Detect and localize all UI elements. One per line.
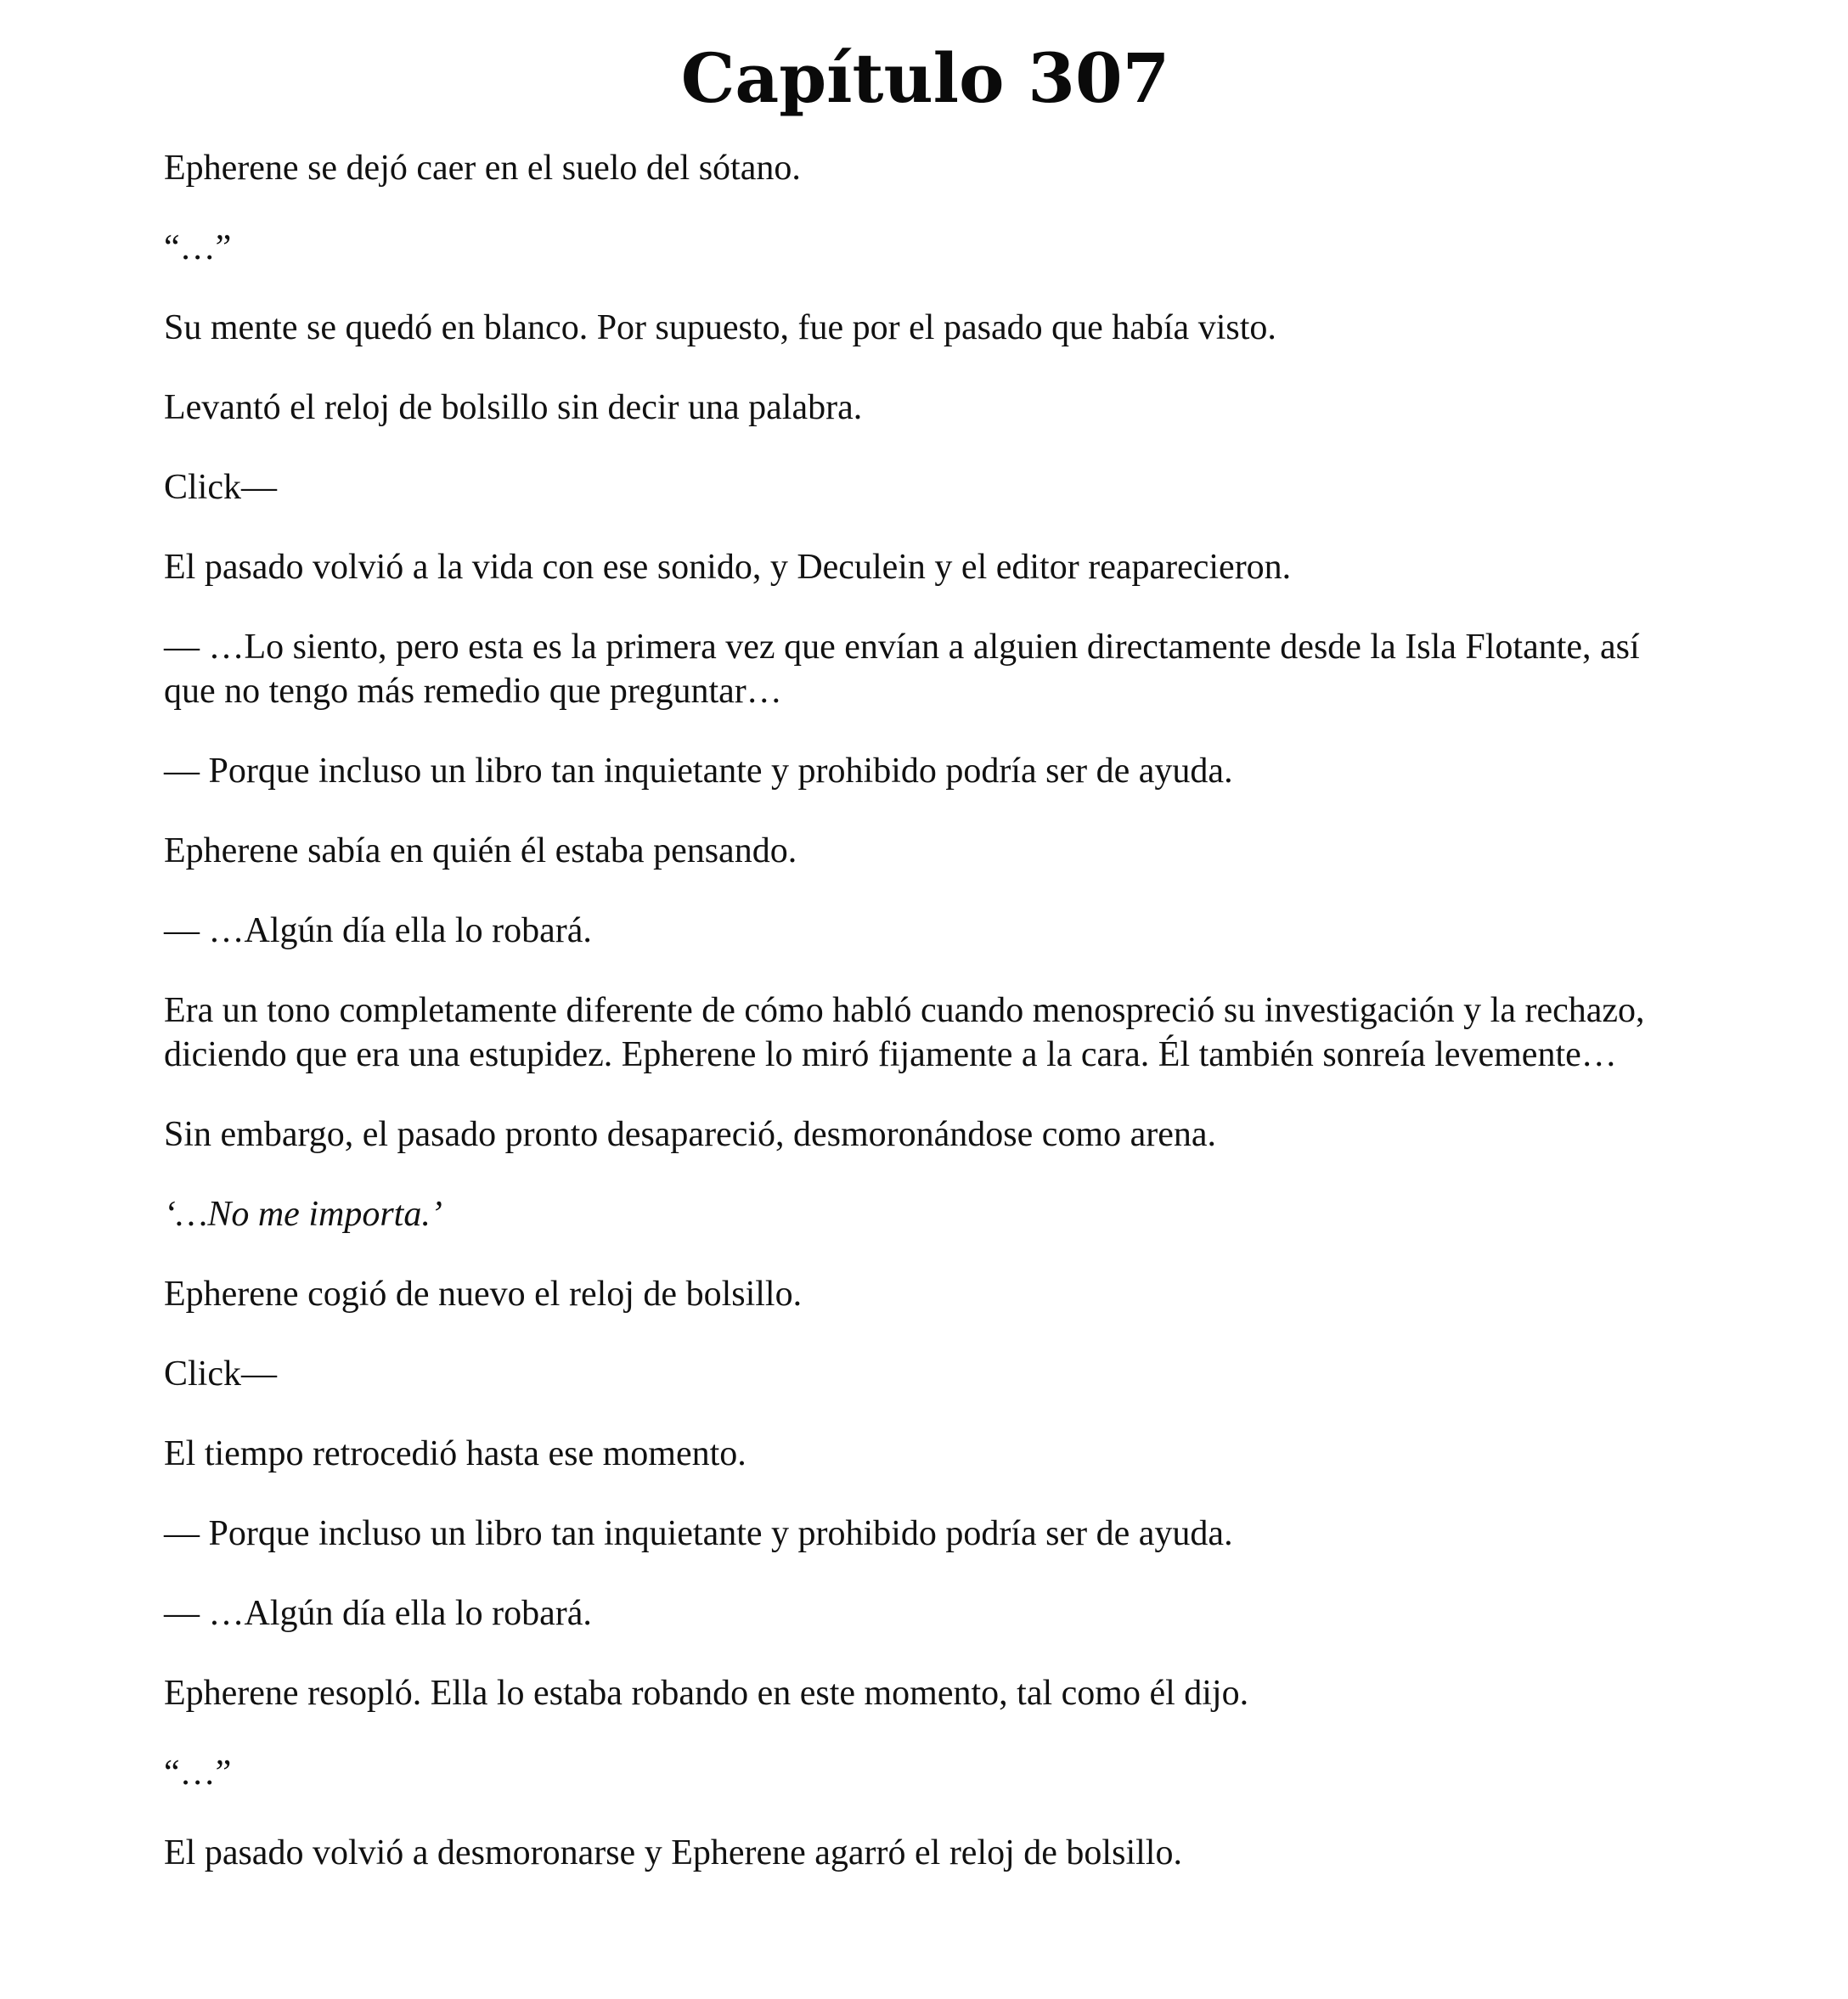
paragraph-2: “…” [164,228,232,267]
chapter-title: Capítulo 307 [680,38,1170,118]
paragraph-12: Sin embargo, el pasado pronto desapareció, desmoronándose como arena. [164,1115,1216,1154]
paragraph-7: — …Lo siento, pero esta es la primera vez que envían a alguien directamente desde la Isla Flotante, así que no tengo más remedio que preguntar… [164,628,1640,711]
paragraph-16: El tiempo retrocedió hasta ese momento. [164,1434,747,1473]
paragraph-3: Su mente se quedó en blanco. Por supuesto, fue por el pasado que había visto. [164,308,1276,347]
paragraph-11: Era un tono completamente diferente de cómo habló cuando menospreció su investigación y la rechazo, diciendo que era una estupidez. Epherene lo miró fijamente a la cara. Él también sonreía levemente… [164,991,1645,1074]
paragraph-20: “…” [164,1754,232,1793]
paragraph-6: El pasado volvió a la vida con ese sonido, y Deculein y el editor reaparecieron. [164,548,1292,587]
paragraph-21: El pasado volvió a desmoronarse y Epherene agarró el reloj de bolsillo. [164,1833,1182,1872]
paragraph-15: Click— [164,1354,277,1394]
paragraph-1: Epherene se dejó caer en el suelo del sótano. [164,149,801,188]
paragraph-5: Click— [164,468,277,507]
paragraph-19: Epherene resopló. Ella lo estaba robando en este momento, tal como él dijo. [164,1674,1249,1713]
paragraph-18: — …Algún día ella lo robará. [164,1594,592,1633]
paragraph-17: — Porque incluso un libro tan inquietante y prohibido podría ser de ayuda. [164,1514,1233,1553]
paragraph-10: — …Algún día ella lo robará. [164,911,592,950]
chapter-body [164,146,1687,1875]
paragraph-14: Epherene cogió de nuevo el reloj de bolsillo. [164,1275,803,1314]
paragraph-8: — Porque incluso un libro tan inquietante y prohibido podría ser de ayuda. [164,752,1233,791]
paragraph-4: Levantó el reloj de bolsillo sin decir una palabra. [164,388,863,427]
paragraph-13: ‘…No me importa.’ [164,1195,442,1234]
paragraph-9: Epherene sabía en quién él estaba pensando. [164,831,797,870]
